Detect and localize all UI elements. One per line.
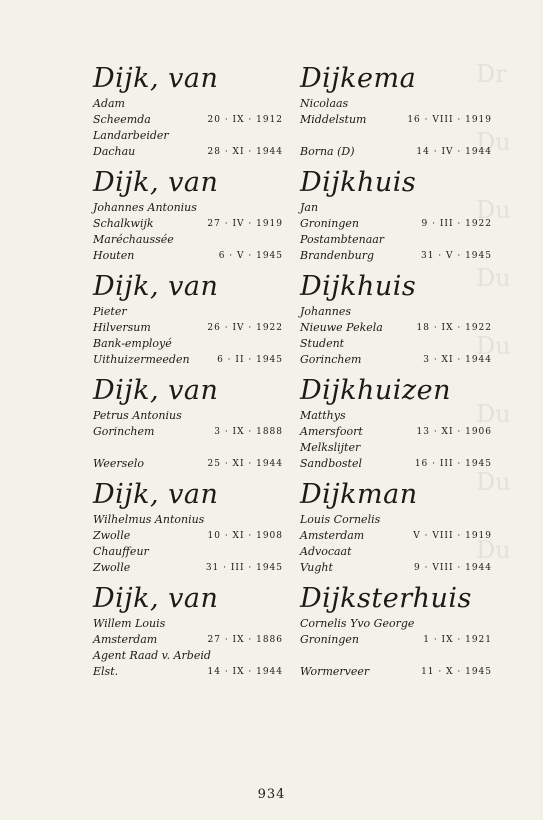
place1: Schalkwijk bbox=[93, 217, 154, 230]
place2: Borna (D) bbox=[300, 145, 355, 158]
given: Louis Cornelis bbox=[300, 513, 381, 526]
date2: 16 · III · 1945 bbox=[414, 459, 492, 469]
occupation: Postambtenaar bbox=[300, 233, 385, 246]
place1-line bbox=[300, 528, 492, 544]
date2: 11 · X · 1945 bbox=[421, 667, 492, 677]
place2-line bbox=[93, 560, 283, 576]
given-line bbox=[300, 200, 492, 216]
page-number: 934 bbox=[257, 787, 286, 802]
occupation-line bbox=[93, 440, 283, 456]
place2: Dachau bbox=[93, 145, 136, 158]
given-line bbox=[300, 304, 492, 320]
place2-line bbox=[93, 664, 283, 680]
date1: 1 · IX · 1921 bbox=[423, 635, 492, 645]
date1: 18 · IX · 1922 bbox=[416, 323, 492, 333]
date1: 10 · XI · 1908 bbox=[207, 531, 283, 541]
date2: 14 · IV · 1944 bbox=[416, 147, 492, 157]
surname: Dijkman bbox=[300, 479, 418, 510]
place1: Amsterdam bbox=[300, 529, 365, 542]
given-line bbox=[300, 96, 492, 112]
place2: Vught bbox=[300, 561, 333, 574]
place1: Amersfoort bbox=[300, 425, 363, 438]
place1-line bbox=[93, 216, 283, 232]
given-line bbox=[93, 616, 283, 632]
place2-line bbox=[93, 144, 283, 160]
person-entry bbox=[93, 478, 283, 582]
place1: Zwolle bbox=[93, 529, 131, 542]
person-entry bbox=[300, 374, 492, 478]
given-line bbox=[300, 512, 492, 528]
occupation-line bbox=[93, 544, 283, 560]
show-through-text: Dr Du Du Du Du Du Du Du bbox=[476, 60, 511, 564]
place2-line bbox=[93, 248, 283, 264]
surname: Dijk, van bbox=[93, 479, 219, 510]
place1: Hilversum bbox=[93, 321, 151, 334]
person-entry bbox=[300, 62, 492, 166]
given-line bbox=[300, 408, 492, 424]
place2: Weerselo bbox=[93, 457, 144, 470]
place2-line bbox=[300, 456, 492, 472]
occupation-line bbox=[93, 232, 283, 248]
date1: V · VIII · 1919 bbox=[413, 531, 492, 541]
place2: Elst. bbox=[93, 665, 119, 678]
surname: Dijkhuis bbox=[300, 271, 417, 302]
date1: 27 · IV · 1919 bbox=[207, 219, 283, 229]
person-entry bbox=[300, 270, 492, 374]
date2: 14 · IX · 1944 bbox=[207, 667, 283, 677]
occupation-line bbox=[300, 128, 492, 144]
place1: Amsterdam bbox=[93, 633, 158, 646]
place1-line bbox=[300, 112, 492, 128]
place2: Houten bbox=[93, 249, 135, 262]
right-column bbox=[300, 62, 492, 686]
place2-line bbox=[300, 352, 492, 368]
occupation: Chauffeur bbox=[93, 545, 149, 558]
given: Cornelis Yvo George bbox=[300, 617, 415, 630]
person-entry bbox=[93, 270, 283, 374]
date2: 9 · VIII · 1944 bbox=[414, 563, 492, 573]
given: Johannes bbox=[300, 305, 351, 318]
place2: Gorinchem bbox=[300, 353, 362, 366]
given: Matthys bbox=[300, 409, 346, 422]
occupation-line bbox=[93, 336, 283, 352]
place2: Zwolle bbox=[93, 561, 131, 574]
date1: 9 · III · 1922 bbox=[421, 219, 492, 229]
given-line bbox=[300, 616, 492, 632]
given-line bbox=[93, 96, 283, 112]
given-line bbox=[93, 512, 283, 528]
person-entry bbox=[93, 374, 283, 478]
date2: 31 · III · 1945 bbox=[205, 563, 283, 573]
occupation: Landarbeider bbox=[93, 129, 169, 142]
person-entry bbox=[93, 62, 283, 166]
given-line bbox=[93, 408, 283, 424]
occupation-line bbox=[93, 128, 283, 144]
surname: Dijkhuizen bbox=[300, 375, 452, 406]
date1: 27 · IX · 1886 bbox=[207, 635, 283, 645]
place2-line bbox=[300, 664, 492, 680]
occupation: Maréchaussée bbox=[93, 233, 174, 246]
place1: Scheemda bbox=[93, 113, 151, 126]
date2: 3 · XI · 1944 bbox=[423, 355, 492, 365]
place2: Wormerveer bbox=[300, 665, 370, 678]
given-line bbox=[93, 304, 283, 320]
person-entry bbox=[93, 582, 283, 686]
given: Willem Louis bbox=[93, 617, 166, 630]
occupation-line bbox=[300, 648, 492, 664]
date2: 25 · XI · 1944 bbox=[207, 459, 283, 469]
surname: Dijkhuis bbox=[300, 167, 417, 198]
occupation-line bbox=[300, 440, 492, 456]
place1-line bbox=[300, 320, 492, 336]
given: Nicolaas bbox=[300, 97, 349, 110]
date2: 31 · V · 1945 bbox=[420, 251, 492, 261]
place1: Middelstum bbox=[300, 113, 367, 126]
occupation: Advocaat bbox=[300, 545, 352, 558]
place2: Sandbostel bbox=[300, 457, 362, 470]
place1-line bbox=[93, 424, 283, 440]
date1: 3 · IX · 1888 bbox=[214, 427, 283, 437]
person-entry bbox=[93, 166, 283, 270]
given-line bbox=[93, 200, 283, 216]
occupation-line bbox=[300, 336, 492, 352]
surname: Dijkema bbox=[300, 63, 417, 94]
place2-line bbox=[300, 248, 492, 264]
date1: 13 · XI · 1906 bbox=[416, 427, 492, 437]
occupation: Student bbox=[300, 337, 345, 350]
place2-line bbox=[300, 560, 492, 576]
place1-line bbox=[300, 424, 492, 440]
occupation: Agent Raad v. Arbeid bbox=[93, 649, 211, 662]
given: Pieter bbox=[93, 305, 127, 318]
place1: Nieuwe Pekela bbox=[300, 321, 383, 334]
person-entry bbox=[300, 478, 492, 582]
place1-line bbox=[93, 528, 283, 544]
place1-line bbox=[300, 216, 492, 232]
left-column bbox=[93, 62, 283, 686]
given: Jan bbox=[300, 201, 319, 214]
date1: 20 · IX · 1912 bbox=[207, 115, 283, 125]
given: Johannes Antonius bbox=[93, 201, 197, 214]
place1-line bbox=[93, 320, 283, 336]
date2: 6 · II · 1945 bbox=[217, 355, 283, 365]
surname: Dijk, van bbox=[93, 583, 219, 614]
place1: Groningen bbox=[300, 633, 359, 646]
place1: Gorinchem bbox=[93, 425, 155, 438]
given: Adam bbox=[93, 97, 125, 110]
occupation-line bbox=[93, 648, 283, 664]
occupation: Melkslijter bbox=[300, 441, 361, 454]
surname: Dijk, van bbox=[93, 63, 219, 94]
place2: Brandenburg bbox=[300, 249, 375, 262]
surname: Dijk, van bbox=[93, 167, 219, 198]
surname: Dijk, van bbox=[93, 271, 219, 302]
person-entry bbox=[300, 166, 492, 270]
occupation: Bank-employé bbox=[93, 337, 172, 350]
date1: 16 · VIII · 1919 bbox=[407, 115, 492, 125]
place1-line bbox=[93, 632, 283, 648]
surname: Dijksterhuis bbox=[300, 583, 472, 614]
place1-line bbox=[300, 632, 492, 648]
occupation-line bbox=[300, 544, 492, 560]
place2-line bbox=[93, 456, 283, 472]
place1-line bbox=[93, 112, 283, 128]
occupation-line bbox=[300, 232, 492, 248]
date1: 26 · IV · 1922 bbox=[207, 323, 283, 333]
date2: 28 · XI · 1944 bbox=[207, 147, 283, 157]
person-entry bbox=[300, 582, 492, 686]
place2: Uithuizermeeden bbox=[93, 353, 190, 366]
given: Wilhelmus Antonius bbox=[93, 513, 205, 526]
surname: Dijk, van bbox=[93, 375, 219, 406]
place2-line bbox=[300, 144, 492, 160]
given: Petrus Antonius bbox=[93, 409, 182, 422]
place1: Groningen bbox=[300, 217, 359, 230]
date2: 6 · V · 1945 bbox=[218, 251, 283, 261]
place2-line bbox=[93, 352, 283, 368]
